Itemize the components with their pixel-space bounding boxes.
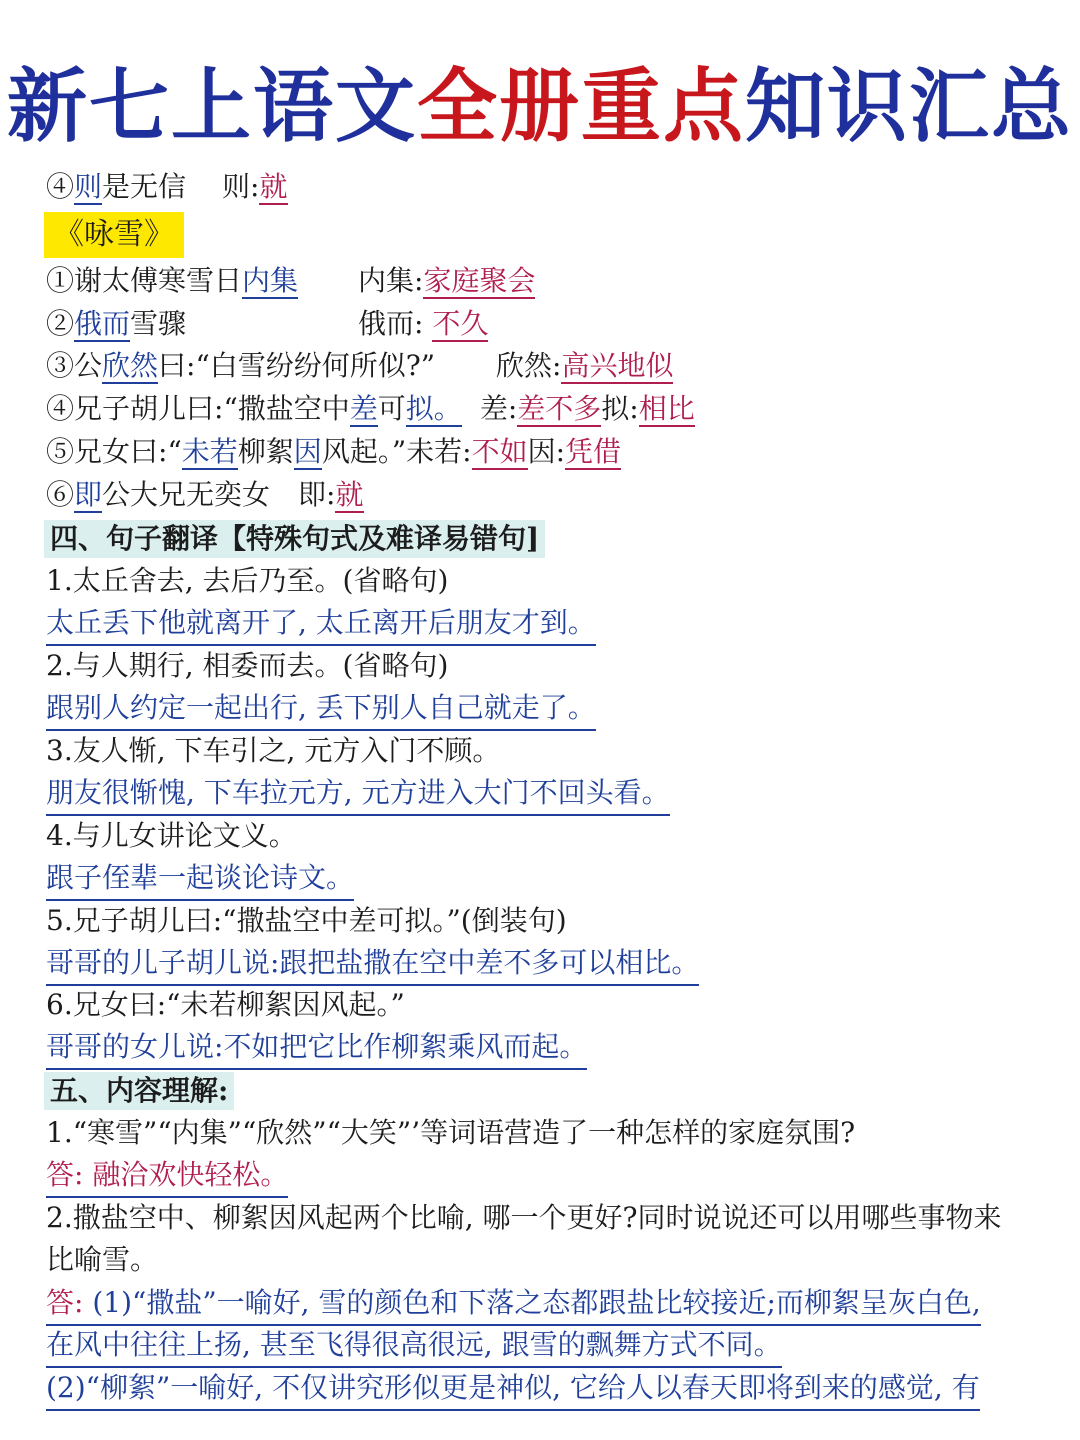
translation-src-2: 2.与人期行, 相委而去。(省略句) bbox=[46, 649, 449, 682]
vocab-key: 因 bbox=[293, 435, 322, 468]
translation-dst-4 bbox=[46, 859, 354, 901]
vocab-key: 俄而 bbox=[74, 307, 131, 340]
translation-src-3: 3.友人惭, 下车引之, 元方入门不顾。 bbox=[46, 734, 501, 767]
page-title bbox=[0, 42, 1080, 157]
vocab-text: 是无信 bbox=[102, 170, 187, 203]
vocab-label: 内集: bbox=[358, 264, 424, 297]
answer-2-line2 bbox=[46, 1326, 782, 1368]
translation-dst-3 bbox=[46, 774, 670, 816]
section-5-heading: 五、内容理解: bbox=[44, 1072, 234, 1110]
translation-dst-5 bbox=[46, 944, 699, 986]
vocab-meaning: 不如 bbox=[471, 435, 528, 468]
vocab-text: 兄子胡儿曰:“撒盐空中 bbox=[74, 392, 350, 425]
vocab-meaning: 就 bbox=[259, 170, 288, 203]
vocab-line-5 bbox=[46, 433, 621, 471]
vocab-key: 即 bbox=[74, 478, 103, 511]
vocab-text: 可 bbox=[377, 392, 406, 425]
item-number: ② bbox=[46, 307, 75, 340]
translation-dst-6 bbox=[46, 1028, 587, 1070]
vocab-meaning: 不久 bbox=[432, 307, 489, 340]
vocab-meaning: 就 bbox=[335, 478, 364, 511]
vocab-gloss-3 bbox=[496, 347, 673, 385]
vocab-meaning: 家庭聚会 bbox=[423, 264, 536, 297]
answer-2-line3 bbox=[46, 1369, 980, 1411]
question-2-line1: 2.撒盐空中、柳絮因风起两个比喻, 哪一个更好?同时说说还可以用哪些事物来 bbox=[46, 1201, 1002, 1234]
answer-text: (1)“撒盐”一喻好, 雪的颜色和下落之态都跟盐比较接近;而柳絮呈灰白色, bbox=[92, 1286, 981, 1319]
vocab-text: 雪骤 bbox=[130, 307, 187, 340]
title-part2: 全册重点 bbox=[417, 59, 745, 153]
answer-text: (2)“柳絮”一喻好, 不仅讲究形似更是神似, 它给人以春天即将到来的感觉, 有 bbox=[46, 1369, 980, 1411]
vocab-label: 欣然: bbox=[496, 349, 562, 382]
answer-label: 答: bbox=[46, 1286, 84, 1319]
translation-src-6: 6.兄女曰:“未若柳絮因风起。” bbox=[46, 988, 405, 1021]
vocab-text: 柳絮 bbox=[237, 435, 294, 468]
translation-text: 跟子侄辈一起谈论诗文。 bbox=[46, 859, 354, 901]
vocab-label: 未若: bbox=[406, 435, 472, 468]
title-part1: 新七上语文 bbox=[7, 59, 417, 153]
vocab-top-line bbox=[46, 168, 288, 206]
vocab-text: 公大兄无奕女 bbox=[102, 478, 271, 511]
item-number: ③ bbox=[46, 349, 75, 382]
vocab-label: 俄而: bbox=[358, 307, 424, 340]
vocab-meaning: 差不多 bbox=[517, 392, 602, 425]
vocab-text: 公 bbox=[74, 349, 103, 382]
vocab-meaning: 凭借 bbox=[565, 435, 622, 468]
translation-dst-1 bbox=[46, 604, 596, 646]
answer-1 bbox=[46, 1156, 288, 1198]
translation-text: 朋友很惭愧, 下车拉元方, 元方进入大门不回头看。 bbox=[46, 774, 670, 816]
item-number: ⑤ bbox=[46, 435, 75, 468]
vocab-label: 拟: bbox=[601, 392, 639, 425]
translation-text: 哥哥的儿子胡儿说:跟把盐撒在空中差不多可以相比。 bbox=[46, 944, 699, 986]
translation-text: 太丘丢下他就离开了, 太丘离开后朋友才到。 bbox=[46, 604, 596, 646]
item-number: ④ bbox=[46, 170, 75, 203]
translation-src-4: 4.与儿女讲论文义。 bbox=[46, 819, 297, 852]
translation-dst-2 bbox=[46, 689, 596, 731]
vocab-key: 拟。 bbox=[405, 392, 462, 425]
vocab-meaning: 相比 bbox=[638, 392, 695, 425]
vocab-gloss-2 bbox=[358, 305, 488, 343]
answer-text: 在风中往往上扬, 甚至飞得很高很远, 跟雪的飘舞方式不同。 bbox=[46, 1326, 782, 1368]
vocab-key: 欣然 bbox=[102, 349, 159, 382]
vocab-key: 内集 bbox=[242, 264, 299, 297]
vocab-key: 未若 bbox=[181, 435, 238, 468]
section-4-heading: 四、句子翻译【特殊句式及难译易错句] bbox=[44, 520, 545, 558]
vocab-text: 风起。” bbox=[321, 435, 407, 468]
translation-src-1: 1.太丘舍去, 去后乃至。(省略句) bbox=[46, 564, 449, 597]
section-yongxue-label: 《咏雪》 bbox=[44, 212, 184, 258]
translation-src-5: 5.兄子胡儿曰:“撒盐空中差可拟。”(倒装句) bbox=[46, 904, 567, 937]
vocab-label: 即: bbox=[298, 478, 336, 511]
vocab-line-3 bbox=[46, 347, 435, 385]
title-part3: 知识汇总 bbox=[745, 59, 1073, 153]
vocab-meaning: 高兴地似 bbox=[561, 349, 674, 382]
vocab-line-1 bbox=[46, 262, 298, 300]
vocab-line-4 bbox=[46, 390, 695, 428]
vocab-label: 则: bbox=[222, 170, 260, 203]
item-number: ① bbox=[46, 264, 75, 297]
vocab-gloss-1 bbox=[358, 262, 535, 300]
vocab-line-2 bbox=[46, 305, 186, 343]
vocab-line-6 bbox=[46, 476, 364, 514]
item-number: ④ bbox=[46, 392, 75, 425]
vocab-key: 差 bbox=[349, 392, 378, 425]
vocab-label: 因: bbox=[527, 435, 566, 468]
translation-text: 哥哥的女儿说:不如把它比作柳絮乘风而起。 bbox=[46, 1028, 587, 1070]
item-number: ⑥ bbox=[46, 478, 75, 511]
vocab-text: 谢太傅寒雪日 bbox=[74, 264, 243, 297]
vocab-label: 差: bbox=[479, 392, 518, 425]
vocab-text: 曰:“白雪纷纷何所似?” bbox=[158, 349, 436, 382]
question-2-line2: 比喻雪。 bbox=[46, 1243, 159, 1276]
answer-2-line1 bbox=[46, 1284, 981, 1326]
translation-text: 跟别人约定一起出行, 丢下别人自己就走了。 bbox=[46, 689, 596, 731]
vocab-text: 兄女曰:“ bbox=[74, 435, 182, 468]
question-1: 1.“寒雪”“内集”“欣然”“大笑”’等词语营造了一种怎样的家庭氛围? bbox=[46, 1116, 856, 1149]
answer-text: 答: 融洽欢快轻松。 bbox=[46, 1156, 288, 1198]
vocab-key: 则 bbox=[74, 170, 103, 203]
